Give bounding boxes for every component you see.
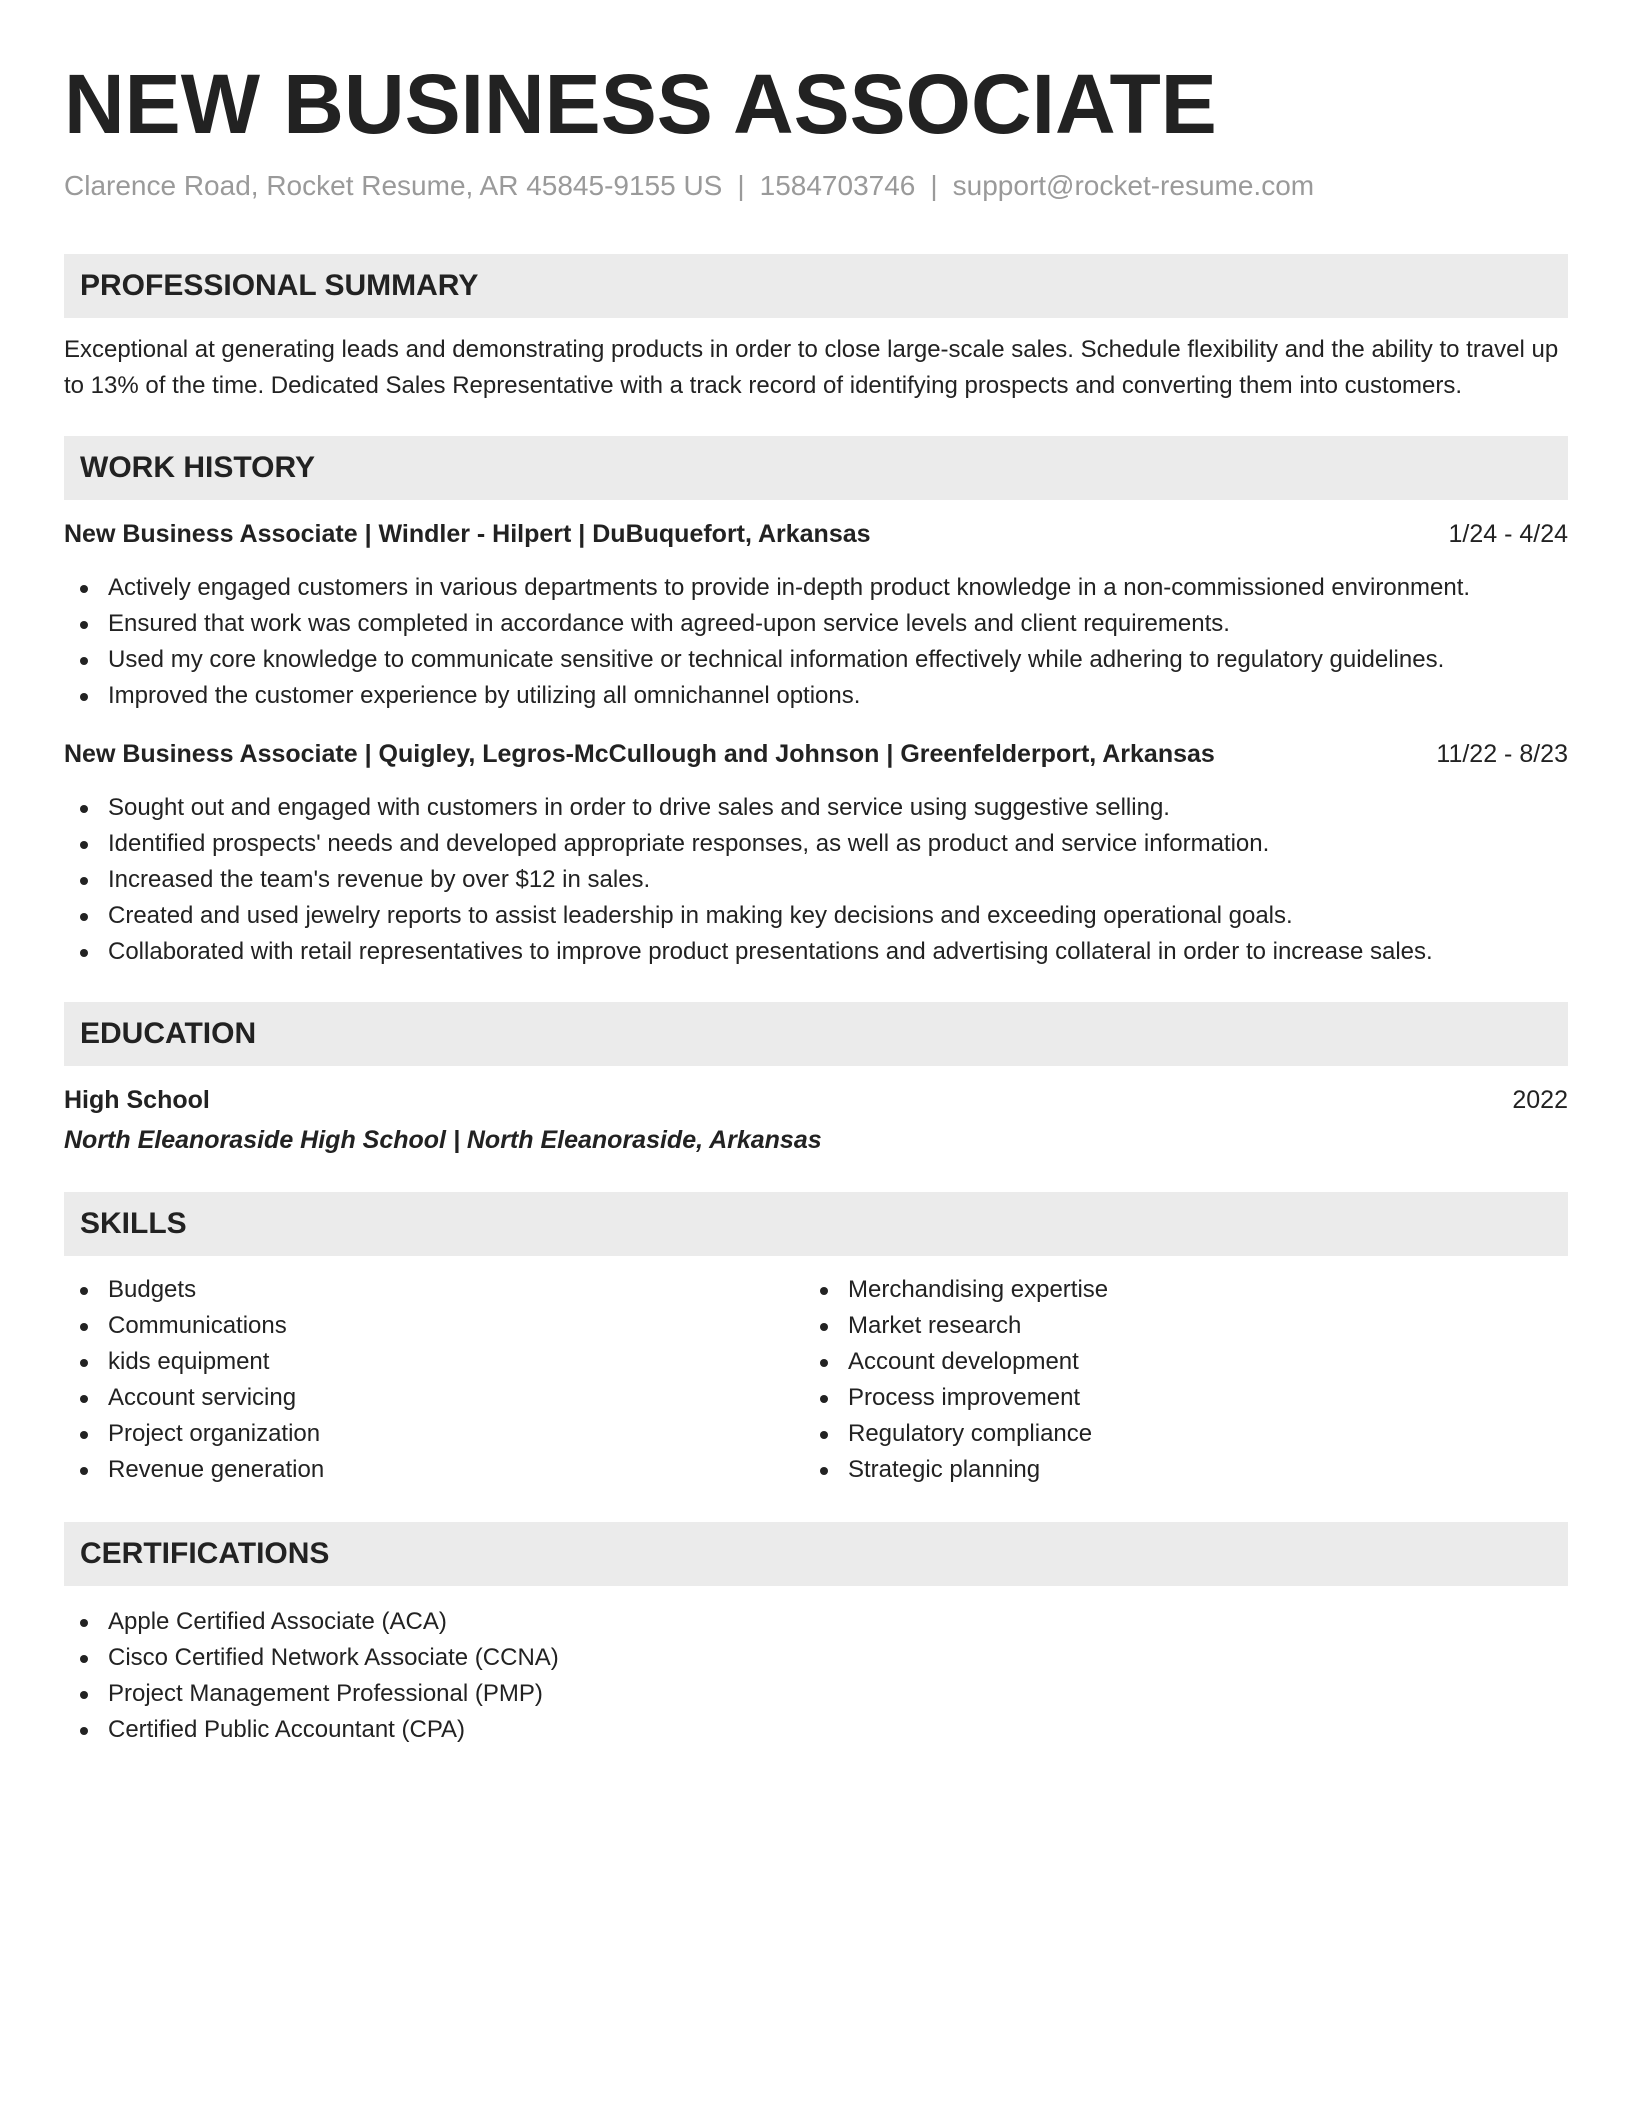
job-bullet-text: Identified prospects' needs and developed appropriate responses, as well as product and service information. [108, 830, 1270, 857]
bullet-icon [820, 1431, 828, 1439]
list-item [804, 1344, 1544, 1380]
list-item [64, 570, 1568, 606]
bullet-icon [80, 1467, 88, 1475]
skill-label: Market research [848, 1312, 1022, 1339]
list-item [64, 1712, 1568, 1748]
bullet-icon [80, 1655, 88, 1663]
bullet-icon [80, 693, 88, 701]
skills-list-left [64, 1272, 804, 1488]
contact-line [64, 168, 1568, 204]
bullet-icon [80, 1287, 88, 1295]
bullet-icon [80, 1619, 88, 1627]
summary-text: Exceptional at generating leads and demonstrating products in order to close large-scale sales. Schedule flexibility and the ability to travel up to 13% of the time. Dedicated Sales Representative with a track record of identifying prospects and converting them into customers. [64, 336, 1559, 399]
skill-label: Budgets [108, 1276, 197, 1303]
job-dates: 1/24 - 4/24 [1448, 520, 1568, 548]
job-bullet-text: Increased the team's revenue by over $12 in sales. [108, 866, 651, 893]
bullet-icon [820, 1467, 828, 1475]
job-bullet-text: Created and used jewelry reports to assist leadership in making key decisions and exceeding operational goals. [108, 902, 1293, 929]
certification-label: Apple Certified Associate (ACA) [108, 1608, 447, 1635]
skill-label: Account development [848, 1348, 1079, 1375]
skills-columns [64, 1272, 1568, 1488]
job-bullet-text: Used my core knowledge to communicate sensitive or technical information effectively while adhering to regulatory guidelines. [108, 646, 1445, 673]
certification-label: Cisco Certified Network Associate (CCNA) [108, 1644, 559, 1671]
job-bullet-text: Collaborated with retail representatives to improve product presentations and advertising collateral in order to increase sales. [108, 938, 1433, 965]
list-item [804, 1380, 1544, 1416]
bullet-icon [80, 805, 88, 813]
list-item [64, 1452, 804, 1488]
bullet-icon [80, 585, 88, 593]
bullet-icon [80, 1395, 88, 1403]
skill-label: Merchandising expertise [848, 1276, 1109, 1303]
education-school: North Eleanoraside High School | North Eleanoraside, Arkansas [64, 1126, 822, 1154]
skill-label: Project organization [108, 1420, 321, 1447]
job-bullet-list [64, 570, 1568, 714]
list-item [64, 1416, 804, 1452]
job-bullet-text: Sought out and engaged with customers in order to drive sales and service using suggestive selling. [108, 794, 1170, 821]
bullet-icon [80, 877, 88, 885]
bullet-icon [80, 621, 88, 629]
list-item [64, 1308, 804, 1344]
skill-label: kids equipment [108, 1348, 270, 1375]
contact-separator: | [737, 170, 745, 201]
bullet-icon [820, 1395, 828, 1403]
job-header [64, 736, 1568, 772]
section-heading-skills: SKILLS [64, 1192, 1568, 1256]
list-item [64, 1272, 804, 1308]
education-header [64, 1082, 1568, 1118]
bullet-icon [820, 1287, 828, 1295]
job-title: New Business Associate | Windler - Hilpert | DuBuquefort, Arkansas [64, 520, 871, 548]
list-item [64, 1640, 1568, 1676]
skill-label: Communications [108, 1312, 287, 1339]
bullet-icon [80, 1727, 88, 1735]
contact-separator: | [930, 170, 938, 201]
bullet-icon [80, 1431, 88, 1439]
skill-label: Process improvement [848, 1384, 1081, 1411]
job-dates: 11/22 - 8/23 [1436, 740, 1568, 768]
skill-label: Account servicing [108, 1384, 297, 1411]
bullet-icon [80, 913, 88, 921]
list-item [64, 1344, 804, 1380]
bullet-icon [820, 1323, 828, 1331]
list-item [64, 606, 1568, 642]
skill-label: Revenue generation [108, 1456, 325, 1483]
skill-label: Regulatory compliance [848, 1420, 1093, 1447]
education-degree: High School [64, 1086, 210, 1114]
list-item [64, 1604, 1568, 1640]
list-item [64, 826, 1568, 862]
list-item [64, 934, 1568, 970]
job-header [64, 516, 1568, 552]
skill-label: Strategic planning [848, 1456, 1041, 1483]
bullet-icon [80, 657, 88, 665]
section-heading-summary: PROFESSIONAL SUMMARY [64, 254, 1568, 318]
contact-phone: 1584703746 [759, 170, 916, 201]
section-heading-education: EDUCATION [64, 1002, 1568, 1066]
certifications-list [64, 1604, 1568, 1748]
bullet-icon [80, 949, 88, 957]
list-item [64, 898, 1568, 934]
bullet-icon [80, 1359, 88, 1367]
contact-address: Clarence Road, Rocket Resume, AR 45845-9155 US [64, 170, 723, 201]
job-bullet-text: Ensured that work was completed in accordance with agreed-upon service levels and client requirements. [108, 610, 1230, 637]
certification-label: Certified Public Accountant (CPA) [108, 1716, 466, 1743]
skills-list-right [804, 1272, 1544, 1488]
bullet-icon [80, 1323, 88, 1331]
job-bullet-text: Actively engaged customers in various departments to provide in-depth product knowledge in a non-commissioned environment. [108, 574, 1471, 601]
education-year: 2022 [1512, 1086, 1568, 1114]
list-item [804, 1308, 1544, 1344]
list-item [64, 1380, 804, 1416]
list-item [804, 1416, 1544, 1452]
bullet-icon [80, 1691, 88, 1699]
job-bullet-list [64, 790, 1568, 970]
bullet-icon [80, 841, 88, 849]
candidate-name: NEW BUSINESS ASSOCIATE [64, 57, 1217, 151]
list-item [804, 1272, 1544, 1308]
list-item [64, 790, 1568, 826]
list-item [804, 1452, 1544, 1488]
contact-email: support@rocket-resume.com [952, 170, 1315, 201]
list-item [64, 1676, 1568, 1712]
list-item [64, 862, 1568, 898]
job-bullet-text: Improved the customer experience by utilizing all omnichannel options. [108, 682, 861, 709]
section-heading-work-history: WORK HISTORY [64, 436, 1568, 500]
bullet-icon [820, 1359, 828, 1367]
list-item [64, 642, 1568, 678]
job-title: New Business Associate | Quigley, Legros-McCullough and Johnson | Greenfelderport, Arkansas [64, 740, 1215, 768]
list-item [64, 678, 1568, 714]
certification-label: Project Management Professional (PMP) [108, 1680, 543, 1707]
section-heading-certifications: CERTIFICATIONS [64, 1522, 1568, 1586]
